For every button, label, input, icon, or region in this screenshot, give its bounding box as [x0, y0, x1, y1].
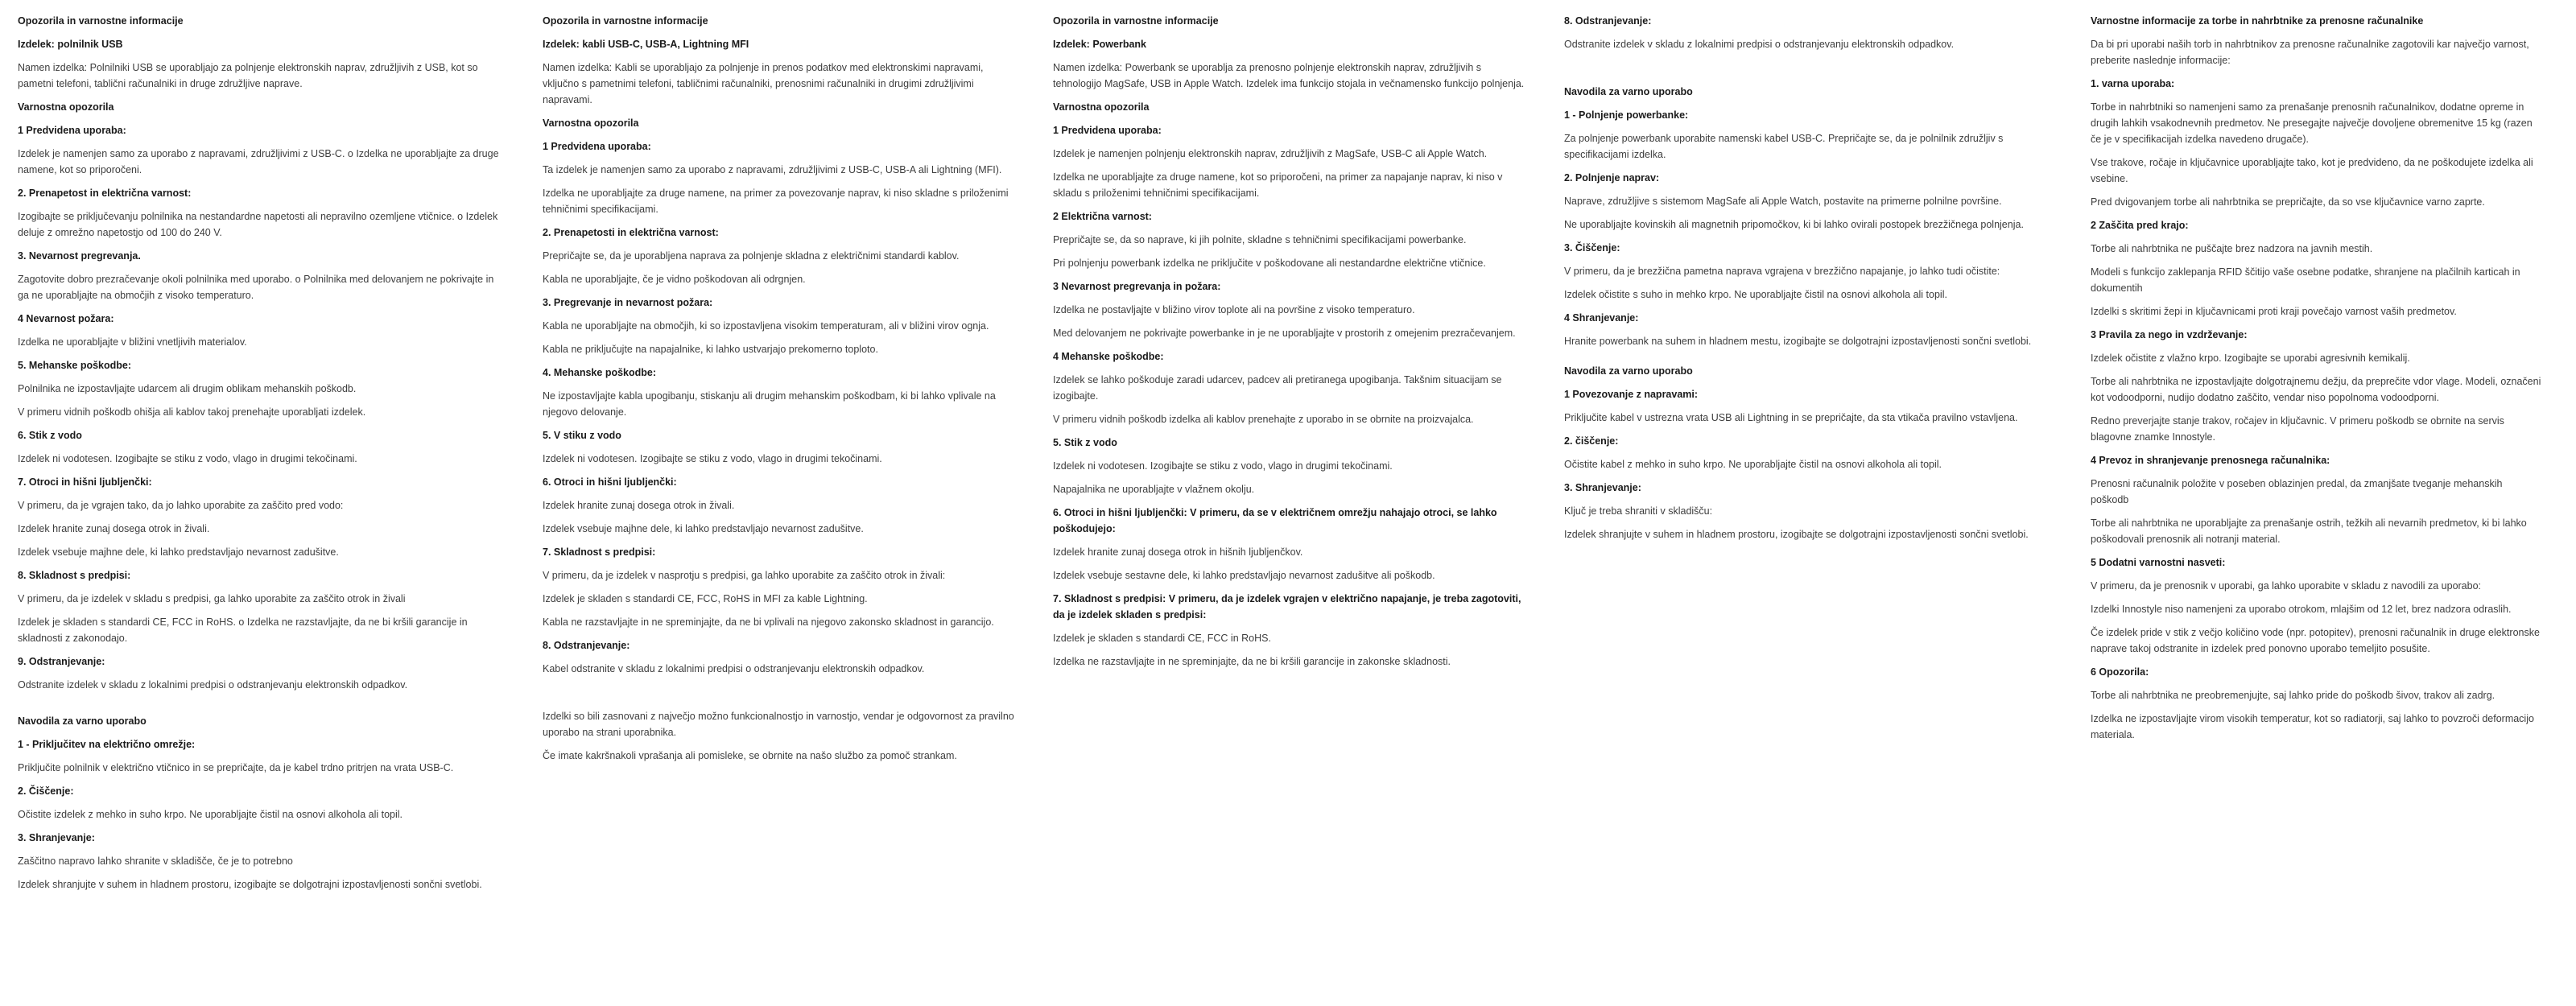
paragraph: Izdelki so bili zasnovani z največjo možno funkcionalnostjo in varnostjo, vendar je odgovornost za pravilno uporabo na strani uporabnika. — [543, 711, 1014, 738]
paragraph: Modeli s funkcijo zaklepanja RFID ščitijo vaše osebne podatke, shranjene na plačilnih karticah in dokumentih — [2091, 266, 2520, 294]
paragraph: Da bi pri uporabi naših torb in nahrbtnikov za prenosne računalnike zagotovili kar največjo varnost, preberite naslednje informacije: — [2091, 39, 2529, 66]
spacer — [1564, 357, 2044, 363]
paragraph: V primeru, da je prenosnik v uporabi, ga lahko uporabite v skladu z navodili za uporabo: — [2091, 580, 2482, 592]
paragraph: Pri polnjenju powerbank izdelka ne priključite v poškodovane ali nestandardne električne vtičnice. — [1053, 258, 1486, 269]
paragraph: Namen izdelka: Powerbank se uporablja za prenosno polnjenje elektronskih naprav, združljivih s tehnologijo MagSafe, USB in Apple Watch. Izdelek ima funkcijo stojala in večnamensko funkcijo polnjenja. — [1053, 62, 1525, 89]
paragraph: Izdelka ne uporabljajte v bližini vnetljivih materialov. — [18, 336, 247, 348]
column-powerbank-instructions — [1564, 13, 2044, 550]
section-heading: 5. V stiku z vodo — [543, 430, 621, 441]
section-heading: 3. Nevarnost pregrevanja. — [18, 250, 141, 262]
section-heading: 6. Stik z vodo — [18, 430, 82, 441]
paragraph: Očistite izdelek z mehko in suho krpo. Ne uporabljajte čistil na osnovi alkohola ali topil. — [18, 809, 403, 820]
paragraph: V primeru vidnih poškodb izdelka ali kablov prenehajte z uporabo in se obrnite na proizvajalca. — [1053, 414, 1474, 425]
document-title: Opozorila in varnostne informacije — [543, 15, 708, 27]
paragraph: Izogibajte se priključevanju polnilnika na nestandardne napetosti ali nepravilno ozemljene vtičnice. o Izdelek deluje z omrežno napetostjo od 100 do 240 V. — [18, 211, 498, 238]
section-heading: 2. Prenapetosti in električna varnost: — [543, 227, 719, 238]
paragraph: Izdelki Innostyle niso namenjeni za uporabo otrokom, mlajšim od 12 let, brez nadzora odraslih. — [2091, 604, 2512, 615]
section-heading: 1 Predvidena uporaba: — [1053, 125, 1162, 136]
paragraph: Izdelek vsebuje majhne dele, ki lahko predstavljajo nevarnost zadušitve. — [18, 546, 339, 558]
paragraph: Izdelka ne razstavljajte in ne spreminjajte, da ne bi kršili garancije in zakonske skladnosti. — [1053, 656, 1451, 667]
paragraph: Izdelka ne postavljajte v bližino virov toplote ali na površine z visoko temperaturo. — [1053, 304, 1415, 315]
paragraph: Izdelek je skladen s standardi CE, FCC, RoHS in MFI za kable Lightning. — [543, 593, 868, 604]
paragraph: Če imate kakršnakoli vprašanja ali pomisleke, se obrnite na našo službo za pomoč strankam. — [543, 750, 957, 761]
document-title: Opozorila in varnostne informacije — [18, 15, 184, 27]
paragraph: V primeru, da je vgrajen tako, da jo lahko uporabite za zaščito pred vodo: — [18, 500, 344, 511]
section-heading: 1. varna uporaba: — [2091, 78, 2175, 89]
section-heading: Navodila za varno uporabo — [1564, 86, 1693, 97]
section-heading: 1 Predvidena uporaba: — [543, 141, 651, 152]
paragraph: Pred dvigovanjem torbe ali nahrbtnika se prepričajte, da so vse ključavnice varno zaprte. — [2091, 196, 2485, 208]
paragraph: Izdelka ne uporabljajte za druge namene, kot so priporočeni, na primer za napajanje naprav, ki niso v skladu s priloženimi tehničnimi specifikacijami. — [1053, 171, 1503, 199]
section-heading: 2 Zaščita pred krajo: — [2091, 220, 2189, 231]
section-heading: 8. Odstranjevanje: — [543, 640, 630, 651]
paragraph: Polnilnika ne izpostavljajte udarcem ali drugim oblikam mehanskih poškodb. — [18, 383, 357, 394]
section-heading: Navodila za varno uporabo — [18, 715, 147, 727]
spacer — [543, 684, 1016, 708]
paragraph: Naprave, združljive s sistemom MagSafe ali Apple Watch, postavite na primerne polnilne površine. — [1564, 196, 2002, 207]
section-heading: Varnostna opozorila — [1053, 101, 1150, 113]
section-heading: 2. čiščenje: — [1564, 435, 1619, 447]
paragraph: Izdelek shranjujte v suhem in hladnem prostoru, izogibajte se dolgotrajni izpostavljenosti sončni svetlobi. — [18, 879, 482, 890]
column-laptop-bags — [2091, 13, 2541, 750]
paragraph: Med delovanjem ne pokrivajte powerbanke in je ne uporabljajte v prostorih z omejenim prezračevanjem. — [1053, 328, 1516, 339]
paragraph: Izdelek hranite zunaj dosega otrok in živali. — [543, 500, 735, 511]
paragraph: Torbe in nahrbtniki so namenjeni samo za prenašanje prenosnih računalnikov, dodatne opreme in drugih lahkih vsakodnevnih predmetov. Ne presegajte največje dovoljene obremenitve 15 kg (razen če je v specifikacijah izdelka navedeno drugače). — [2091, 101, 2533, 145]
paragraph: Kabel odstranite v skladu z lokalnimi predpisi o odstranjevanju elektronskih odpadkov. — [543, 663, 925, 674]
paragraph: Izdelki s skritimi žepi in ključavnicami proti kraji povečajo varnost vaših predmetov. — [2091, 306, 2457, 317]
section-heading: 6 Opozorila: — [2091, 666, 2149, 678]
paragraph: Ključ je treba shraniti v skladišču: — [1564, 505, 1713, 517]
section-heading: Izdelek: Powerbank — [1053, 39, 1147, 50]
section-heading: 5. Mehanske poškodbe: — [18, 360, 132, 371]
paragraph: Očistite kabel z mehko in suho krpo. Ne uporabljajte čistil na osnovi alkohola ali topil. — [1564, 459, 1942, 470]
paragraph: Izdelek vsebuje majhne dele, ki lahko predstavljajo nevarnost zadušitve. — [543, 523, 864, 534]
section-heading: 1 Predvidena uporaba: — [18, 125, 126, 136]
paragraph: Izdelek hranite zunaj dosega otrok in živali. — [18, 523, 210, 534]
paragraph: Odstranite izdelek v skladu z lokalnimi predpisi o odstranjevanju elektronskih odpadkov. — [1564, 39, 1955, 50]
column-cables — [543, 13, 1016, 771]
paragraph: Izdelek vsebuje sestavne dele, ki lahko predstavljajo nevarnost zadušitve ali poškodb. — [1053, 570, 1435, 581]
section-heading: 2. Čiščenje: — [18, 785, 74, 797]
section-heading: Izdelek: kabli USB-C, USB-A, Lightning MFI — [543, 39, 749, 50]
paragraph: Vse trakove, ročaje in ključavnice uporabljajte tako, kot je predvideno, da ne poškodujete izdelka ali vsebine. — [2091, 157, 2533, 184]
section-heading: 1 Povezovanje z napravami: — [1564, 389, 1699, 400]
section-heading: 4 Prevoz in shranjevanje prenosnega računalnika: — [2091, 455, 2330, 466]
paragraph: Ne uporabljajte kovinskih ali magnetnih pripomočkov, ki bi lahko ovirali postopek brezžičnega polnjenja. — [1564, 219, 2024, 230]
paragraph: Torbe ali nahrbtnika ne puščajte brez nadzora na javnih mestih. — [2091, 243, 2373, 254]
paragraph: Prepričajte se, da je uporabljena naprava za polnjenje skladna z električnimi standardi kablov. — [543, 250, 960, 262]
section-heading: 2 Električna varnost: — [1053, 211, 1152, 222]
paragraph: Kabla ne razstavljajte in ne spreminjajte, da ne bi vplivali na njegovo zakonsko skladnost in garancijo. — [543, 616, 994, 628]
paragraph: Torbe ali nahrbtnika ne preobremenjujte, saj lahko pride do poškodb šivov, trakov ali zadrg. — [2091, 690, 2496, 701]
section-heading: 3. Čiščenje: — [1564, 242, 1620, 254]
paragraph: Redno preverjajte stanje trakov, ročajev in ključavnic. V primeru poškodb se obrnite na servis blagovne znamke Innostyle. — [2091, 415, 2504, 443]
paragraph: Izdelek je skladen s standardi CE, FCC in RoHS. — [1053, 633, 1271, 644]
column-powerbank — [1053, 13, 1530, 677]
paragraph: Izdelek se lahko poškoduje zaradi udarcev, padcev ali pretiranega upogibanja. Takšnim situacijam se izogibajte. — [1053, 374, 1502, 402]
section-heading: 4 Nevarnost požara: — [18, 313, 114, 324]
section-heading: Izdelek: polnilnik USB — [18, 39, 123, 50]
section-heading: Navodila za varno uporabo — [1564, 365, 1693, 377]
spacer — [18, 700, 501, 713]
section-heading: Varnostna opozorila — [543, 118, 639, 129]
paragraph: Kabla ne uporabljajte, če je vidno poškodovan ali odrgnjen. — [543, 274, 806, 285]
paragraph: Izdelek ni vodotesen. Izogibajte se stiku z vodo, vlago in drugimi tekočinami. — [543, 453, 882, 464]
section-heading: 1 - Polnjenje powerbanke: — [1564, 109, 1689, 121]
paragraph: Izdelek je skladen s standardi CE, FCC in RoHS. o Izdelka ne razstavljajte, da ne bi kršili garancije in skladnosti z zakonodajo. — [18, 616, 468, 644]
paragraph: Kabla ne priključujte na napajalnike, ki lahko ustvarjajo prekomerno toploto. — [543, 344, 878, 355]
section-heading: 7. Skladnost s predpisi: V primeru, da je izdelek vgrajen v električno napajanje, je treba zagotoviti, da je izdelek skladen s predpisi: — [1053, 593, 1521, 621]
paragraph: Kabla ne uporabljajte na območjih, ki so izpostavljena visokim temperaturam, ali v bližini virov ognja. — [543, 320, 989, 332]
section-heading: 5. Stik z vodo — [1053, 437, 1117, 448]
document-title: Opozorila in varnostne informacije — [1053, 15, 1219, 27]
section-heading: Varnostna opozorila — [18, 101, 114, 113]
paragraph: Izdelka ne izpostavljajte virom visokih temperatur, kot so radiatorji, saj lahko to povzroči deformacijo materiala. — [2091, 713, 2534, 740]
paragraph: Izdelek je namenjen samo za uporabo z napravami, združljivimi z USB-C. o Izdelka ne uporabljajte za druge namene, kot so priporočeni. — [18, 148, 499, 175]
paragraph: Zaščitno napravo lahko shranite v skladišče, če je to potrebno — [18, 856, 293, 867]
section-heading: 4 Mehanske poškodbe: — [1053, 351, 1164, 362]
paragraph: Torbe ali nahrbtnika ne uporabljajte za prenašanje ostrih, težkih ali nevarnih predmetov, ki bi lahko poškodovali prenosnik ali notranji material. — [2091, 517, 2527, 545]
section-heading: 2. Prenapetost in električna varnost: — [18, 188, 192, 199]
section-heading: 8. Skladnost s predpisi: — [18, 570, 131, 581]
paragraph: V primeru, da je izdelek v skladu s predpisi, ga lahko uporabite za zaščito otrok in živali — [18, 593, 406, 604]
paragraph: Za polnjenje powerbank uporabite namenski kabel USB-C. Prepričajte se, da je polnilnik združljiv s specifikacijami izdelka. — [1564, 133, 2004, 160]
section-heading: 5 Dodatni varnostni nasveti: — [2091, 557, 2226, 568]
paragraph: Izdelek ni vodotesen. Izogibajte se stiku z vodo, vlago in drugimi tekočinami. — [1053, 460, 1393, 472]
paragraph: Izdelek očistite z vlažno krpo. Izogibajte se uporabi agresivnih kemikalij. — [2091, 353, 2410, 364]
section-heading: 3. Shranjevanje: — [1564, 482, 1641, 493]
section-heading: 4 Shranjevanje: — [1564, 312, 1639, 324]
paragraph: Napajalnika ne uporabljajte v vlažnem okolju. — [1053, 484, 1255, 495]
paragraph: Torbe ali nahrbtnika ne izpostavljajte dolgotrajnemu dežju, da preprečite vdor vlage. Modeli, označeni kot vodoodporni, nudijo dodatno zaščito, vendar niso popolnoma vodoodporni. — [2091, 376, 2541, 403]
section-heading: 6. Otroci in hišni ljubljenčki: V primeru, da se v električnem omrežju nahajajo otroci, se lahko poškodujejo: — [1053, 507, 1497, 534]
paragraph: V primeru, da je brezžična pametna naprava vgrajena v brezžično napajanje, jo lahko tudi očistite: — [1564, 266, 2000, 277]
section-heading: 2. Polnjenje naprav: — [1564, 172, 1660, 183]
paragraph: V primeru, da je izdelek v nasprotju s predpisi, ga lahko uporabite za zaščito otrok in živali: — [543, 570, 946, 581]
paragraph: Priključite kabel v ustrezna vrata USB ali Lightning in se prepričajte, da sta vtikača pravilno vstavljena. — [1564, 412, 2018, 423]
section-heading: 3. Pregrevanje in nevarnost požara: — [543, 297, 713, 308]
paragraph: Priključite polnilnik v električno vtičnico in se prepričajte, da je kabel trdno pritrjen na vrata USB-C. — [18, 762, 454, 773]
paragraph: Prenosni računalnik položite v poseben oblazinjen predal, da zmanjšate tveganje mehanskih poškodb — [2091, 478, 2503, 505]
paragraph: Namen izdelka: Polnilniki USB se uporabljajo za polnjenje elektronskih naprav, združljivih z USB, kot so pametni telefoni, tablični računalniki in druge združljive naprave. — [18, 62, 478, 89]
paragraph: Namen izdelka: Kabli se uporabljajo za polnjenje in prenos podatkov med elektronskimi napravami, vključno s pametnimi telefoni, tabličnimi računalniki, prenosnimi računalniki in drugimi združljivimi napravami. — [543, 62, 984, 105]
document-title: Varnostne informacije za torbe in nahrbtnike za prenosne računalnike — [2091, 15, 2424, 27]
paragraph: Ta izdelek je namenjen samo za uporabo z napravami, združljivimi z USB-C, USB-A ali Lightning (MFI). — [543, 164, 1002, 175]
paragraph: Če izdelek pride v stik z večjo količino vode (npr. potopitev), prenosni računalnik in druge elektronske naprave takoj odstranite in izdelek pred ponovno uporabo temeljito posušite. — [2091, 627, 2540, 654]
paragraph: Izdelek hranite zunaj dosega otrok in hišnih ljubljenčkov. — [1053, 546, 1303, 558]
section-heading: 6. Otroci in hišni ljubljenčki: — [543, 476, 677, 488]
paragraph: V primeru vidnih poškodb ohišja ali kablov takoj prenehajte uporabljati izdelek. — [18, 406, 366, 418]
paragraph: Izdelek shranjujte v suhem in hladnem prostoru, izogibajte se dolgotrajni izpostavljenosti sončni svetlobi. — [1564, 529, 2029, 540]
paragraph: Izdelek je namenjen polnjenju elektronskih naprav, združljivih z MagSafe, USB-C ali Apple Watch. — [1053, 148, 1488, 159]
section-heading: 7. Skladnost s predpisi: — [543, 546, 656, 558]
section-heading: 7. Otroci in hišni ljubljenčki: — [18, 476, 152, 488]
column-usb-charger — [18, 13, 501, 900]
paragraph: Izdelka ne uporabljajte za druge namene, na primer za povezovanje naprav, ki niso skladne s priloženimi tehničnimi specifikacijami. — [543, 188, 1009, 215]
paragraph: Ne izpostavljajte kabla upogibanju, stiskanju ali drugim mehanskim poškodbam, ki bi lahko vplivale na njegovo delovanje. — [543, 390, 996, 418]
section-heading: 8. Odstranjevanje: — [1564, 15, 1652, 27]
paragraph: Zagotovite dobro prezračevanje okoli polnilnika med uporabo. o Polnilnika med delovanjem ne pokrivajte in ga ne uporabljajte na območjih z visoko temperaturo. — [18, 274, 494, 301]
spacer — [1564, 60, 2044, 84]
paragraph: Prepričajte se, da so naprave, ki jih polnite, skladne s tehničnimi specifikacijami powerbanke. — [1053, 234, 1467, 245]
paragraph: Hranite powerbank na suhem in hladnem mestu, izogibajte se dolgotrajni izpostavljenosti sončni svetlobi. — [1564, 336, 2032, 347]
section-heading: 3. Shranjevanje: — [18, 832, 95, 843]
paragraph: Izdelek ni vodotesen. Izogibajte se stiku z vodo, vlago in drugimi tekočinami. — [18, 453, 357, 464]
section-heading: 3 Nevarnost pregrevanja in požara: — [1053, 281, 1221, 292]
paragraph: Odstranite izdelek v skladu z lokalnimi predpisi o odstranjevanju elektronskih odpadkov. — [18, 679, 408, 691]
section-heading: 4. Mehanske poškodbe: — [543, 367, 657, 378]
section-heading: 1 - Priključitev na električno omrežje: — [18, 739, 196, 750]
section-heading: 9. Odstranjevanje: — [18, 656, 105, 667]
paragraph: Izdelek očistite s suho in mehko krpo. Ne uporabljajte čistil na osnovi alkohola ali topil. — [1564, 289, 1947, 300]
section-heading: 3 Pravila za nego in vzdrževanje: — [2091, 329, 2248, 340]
